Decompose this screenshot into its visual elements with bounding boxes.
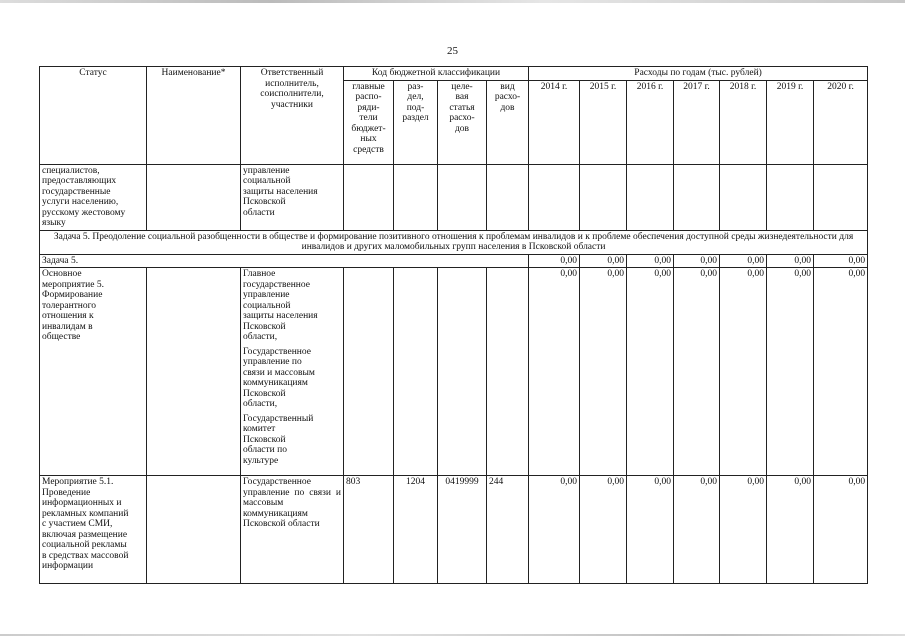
header-status: Статус: [40, 67, 147, 165]
header-budget-code: Код бюджетной классификации: [344, 67, 529, 81]
main-measure-5-value-2015: 0,00: [580, 268, 627, 476]
continuation-status: специалистов, предоставляющих государственные услуги населению, русскому жестовому языку: [40, 164, 147, 230]
budget-table: [39, 66, 868, 584]
measure-5-1-responsible: Государственное управление по связи и массовым коммуникациям Псковской области: [241, 476, 344, 584]
measure-5-1-code-expense-type: 244: [487, 476, 529, 584]
measure-5-1-value-2018: 0,00: [720, 476, 767, 584]
main-measure-5-responsible: [241, 268, 344, 476]
measure-5-1-value-2014: 0,00: [529, 476, 580, 584]
continuation-row: [40, 164, 868, 230]
main-measure-5-row: [40, 268, 868, 476]
header-year-2014: 2014 г.: [529, 80, 580, 164]
header-year-2020: 2020 г.: [814, 80, 868, 164]
empty-cell: [394, 164, 438, 230]
header-expenses: Расходы по годам (тыс. рублей): [529, 67, 868, 81]
empty-cell: [344, 268, 394, 476]
continuation-responsible: управление социальной защиты населения Псковской области: [241, 164, 344, 230]
measure-5-1-code-section: 1204: [394, 476, 438, 584]
main-measure-5-name: [147, 268, 241, 476]
empty-cell: [627, 164, 674, 230]
empty-cell: [674, 164, 720, 230]
task5-value-2018: 0,00: [720, 254, 767, 268]
responsible-culture-committee: Государственный комитет Псковской области по культуре: [243, 413, 314, 466]
header-year-2015: 2015 г.: [580, 80, 627, 164]
measure-5-1-value-2016: 0,00: [627, 476, 674, 584]
main-measure-5-value-2017: 0,00: [674, 268, 720, 476]
empty-cell: [438, 164, 487, 230]
measure-5-1-code-chief-manager: 803: [344, 476, 394, 584]
task5-value-2019: 0,00: [767, 254, 814, 268]
header-responsible: Ответственный исполнитель, соисполнители, участники: [241, 67, 344, 165]
measure-5-1-value-2019: 0,00: [767, 476, 814, 584]
empty-cell: [438, 268, 487, 476]
page-number: 25: [447, 45, 458, 57]
empty-cell: [814, 164, 868, 230]
task5-value-2016: 0,00: [627, 254, 674, 268]
empty-cell: [487, 268, 529, 476]
measure-5-1-row: [40, 476, 868, 584]
main-measure-5-status: Основное мероприятие 5. Формирование толерантного отношения к инвалидам в обществе: [40, 268, 147, 476]
measure-5-1-value-2020: 0,00: [814, 476, 868, 584]
empty-cell: [767, 164, 814, 230]
main-measure-5-value-2019: 0,00: [767, 268, 814, 476]
responsible-communications: Государственное управление по связи и массовым коммуникациям Псковской области,: [243, 346, 315, 409]
header-year-2017: 2017 г.: [674, 80, 720, 164]
header-code-expense-type: вид расхо- дов: [487, 80, 529, 164]
empty-cell: [344, 164, 394, 230]
continuation-name: [147, 164, 241, 230]
empty-cell: [580, 164, 627, 230]
scan-edge-bottom: [0, 634, 905, 636]
responsible-social-protection: Главное государственное управление социальной защиты населения Псковской области,: [243, 269, 318, 342]
task5-value-2017: 0,00: [674, 254, 720, 268]
measure-5-1-code-target-article: 0419999: [438, 476, 487, 584]
task5-value-2020: 0,00: [814, 254, 868, 268]
header-year-2016: 2016 г.: [627, 80, 674, 164]
empty-cell: [394, 268, 438, 476]
header-code-chief-managers: главные распо- ряди- тели бюджет- ных средств: [344, 80, 394, 164]
empty-cell: [487, 164, 529, 230]
main-measure-5-value-2014: 0,00: [529, 268, 580, 476]
header-code-section: раз- дел, под- раздел: [394, 80, 438, 164]
task5-row: [40, 254, 868, 268]
measure-5-1-status: Мероприятие 5.1. Проведение информационных и рекламных компаний с участием СМИ, включая размещение социальной рекламы в средствах массовой информации: [40, 476, 147, 584]
empty-cell: [529, 164, 580, 230]
measure-5-1-value-2017: 0,00: [674, 476, 720, 584]
task5-value-2014: 0,00: [529, 254, 580, 268]
main-measure-5-value-2020: 0,00: [814, 268, 868, 476]
task5-title: Задача 5. Преодоление социальной разобщенности в обществе и формирование позитивного отношения к проблемам инвалидов и к проблеме обеспечения доступной среды жизнедеятельности для инвалидов и других маломобильных групп населения в Псковской области: [40, 230, 868, 254]
header-year-2019: 2019 г.: [767, 80, 814, 164]
header-code-target-article: целе- вая статья расхо- дов: [438, 80, 487, 164]
header-year-2018: 2018 г.: [720, 80, 767, 164]
empty-cell: [720, 164, 767, 230]
header-row-1: [40, 67, 868, 81]
measure-5-1-name: [147, 476, 241, 584]
task5-title-row: [40, 230, 868, 254]
task5-value-2015: 0,00: [580, 254, 627, 268]
main-measure-5-value-2018: 0,00: [720, 268, 767, 476]
measure-5-1-value-2015: 0,00: [580, 476, 627, 584]
main-measure-5-value-2016: 0,00: [627, 268, 674, 476]
scan-edge-top: [0, 0, 905, 3]
task5-label: Задача 5.: [40, 254, 529, 268]
header-name: Наименование*: [147, 67, 241, 165]
